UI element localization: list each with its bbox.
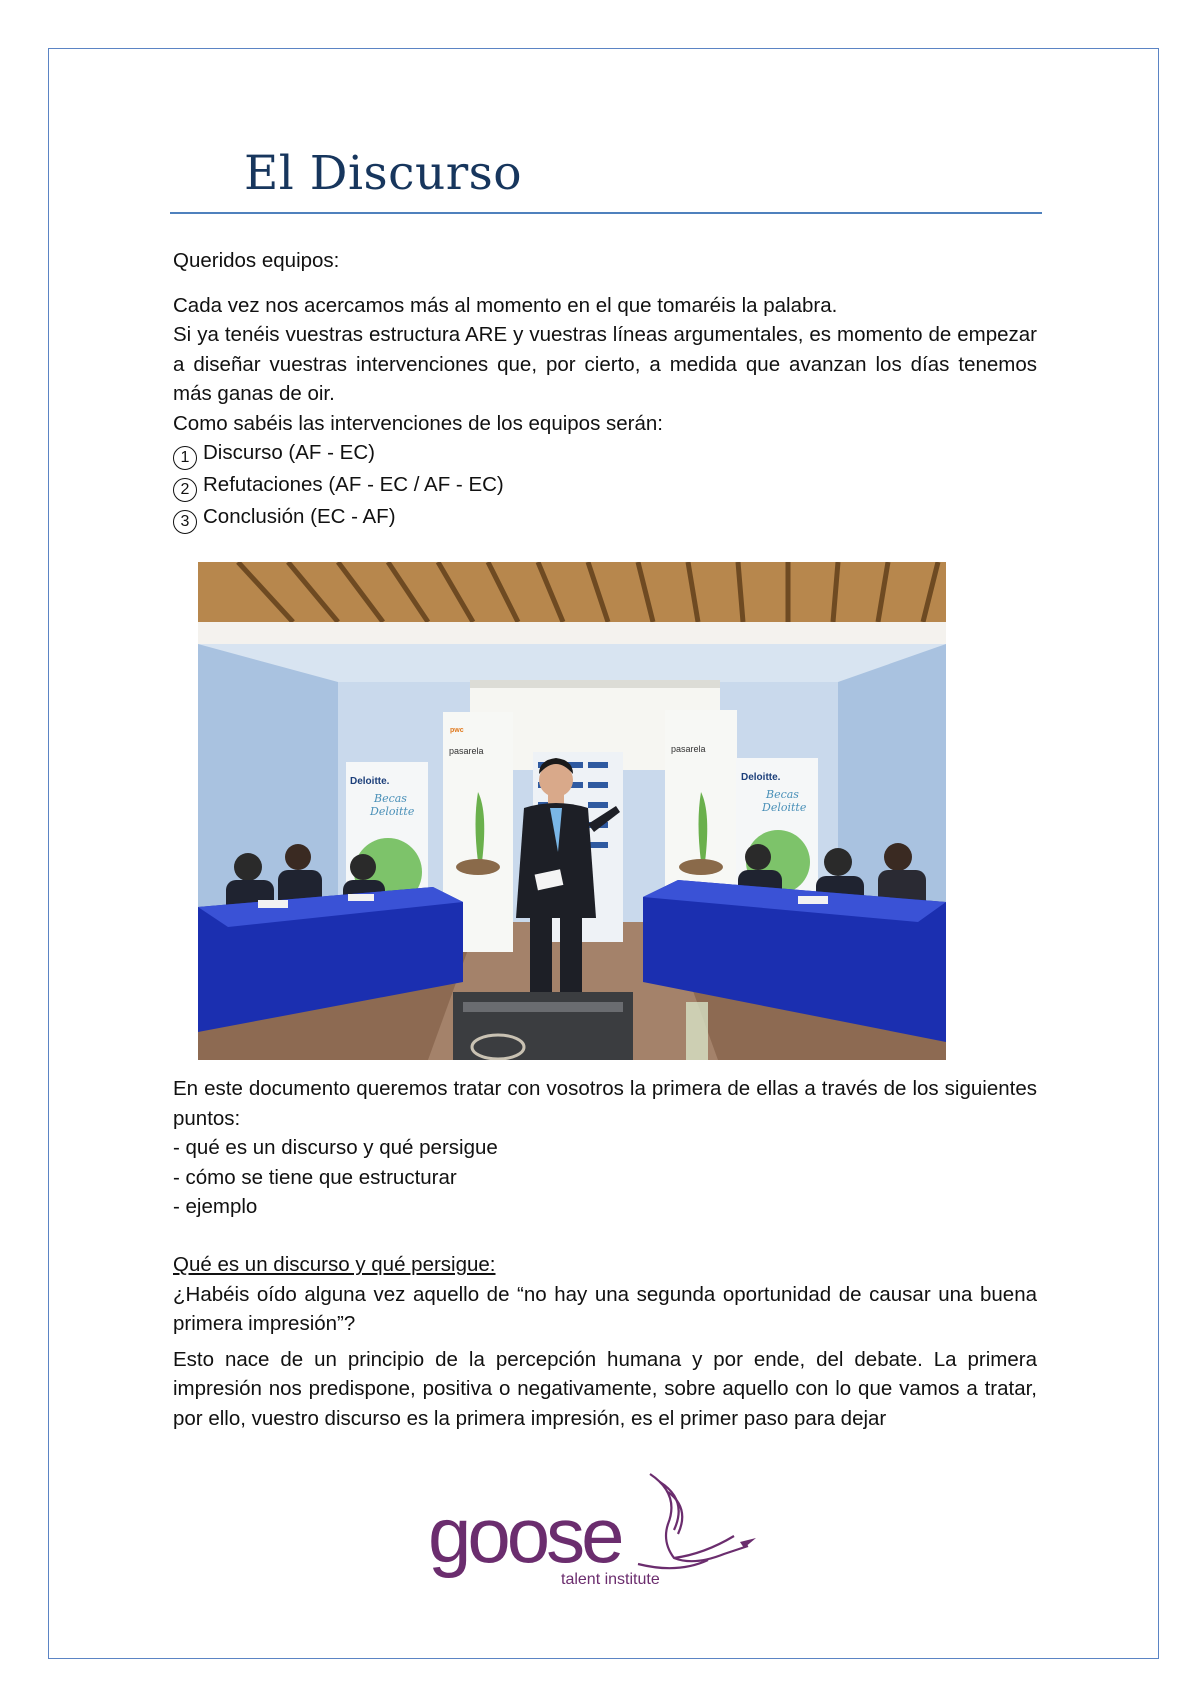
section-paragraph-2: Esto nace de un principio de la percepción humana y por ende, del debate. La primera impresión nos predispone, positiva o negativamente, sobre aquello con lo que vamos a tratar, por ello, vuestro discurso es la primera impresión, es el primer paso para dejar (173, 1347, 1037, 1430)
banner-text: pwc (450, 727, 464, 734)
intervention-item (173, 470, 1037, 502)
banner-text: Becas (766, 788, 799, 801)
intro-paragraph-2: Si ya tenéis vuestras estructura ARE y vuestras líneas argumentales, es momento de empezar a diseñar vuestras intervenciones que, por cierto, a medida que avanzan los días tenemos más ganas de oir. (173, 323, 1037, 405)
banner-text: pasarela (671, 744, 706, 754)
section-heading: Qué es un discurso y qué persigue: (173, 1253, 496, 1276)
intervention-item (173, 438, 1037, 470)
point-item: - cómo se tiene que estructurar (173, 1165, 457, 1189)
number-circle-2-icon: 2 (173, 478, 197, 502)
logo-word: goose (428, 1491, 621, 1579)
banner-text: Deloitte (370, 805, 415, 818)
banner-text: pasarela (449, 746, 484, 756)
banner-text: Deloitte. (350, 776, 390, 787)
title-underline (170, 212, 1042, 214)
intro-block (173, 246, 1037, 534)
section-paragraph-1: ¿Habéis oído alguna vez aquello de “no hay una segunda oportunidad de causar una buena primera impresión”? (173, 1282, 1037, 1335)
intervention-item (173, 502, 1037, 534)
debate-photo (198, 562, 946, 1060)
intervention-text: Refutaciones (AF - EC / AF - EC) (203, 473, 504, 496)
points-block (173, 1074, 1037, 1222)
goose-logo (428, 1464, 788, 1594)
banner-text: Becas (374, 792, 407, 805)
intro-paragraph-1: Cada vez nos acercamos más al momento en el que tomaréis la palabra. (173, 293, 838, 317)
point-item: - ejemplo (173, 1195, 258, 1218)
debate-scene-illustration (198, 562, 946, 1060)
banner-text: Deloitte (762, 801, 807, 814)
point-item: - qué es un discurso y qué persigue (173, 1136, 498, 1159)
intervention-text: Conclusión (EC - AF) (203, 505, 396, 528)
section-block (173, 1250, 1037, 1433)
greeting: Queridos equipos: (173, 249, 340, 272)
goose-bird-logo-icon (428, 1464, 788, 1594)
intro-paragraph-3: Como sabéis las intervenciones de los equipos serán: (173, 411, 663, 435)
logo-tagline: talent institute (561, 1571, 660, 1588)
page-title: El Discurso (244, 146, 523, 201)
points-intro: En este documento queremos tratar con vosotros la primera de ellas a través de los siguientes puntos: (173, 1077, 1037, 1130)
number-circle-3-icon: 3 (173, 510, 197, 534)
number-circle-1-icon: 1 (173, 446, 197, 470)
banner-text: Deloitte. (741, 772, 781, 783)
intervention-text: Discurso (AF - EC) (203, 441, 375, 464)
